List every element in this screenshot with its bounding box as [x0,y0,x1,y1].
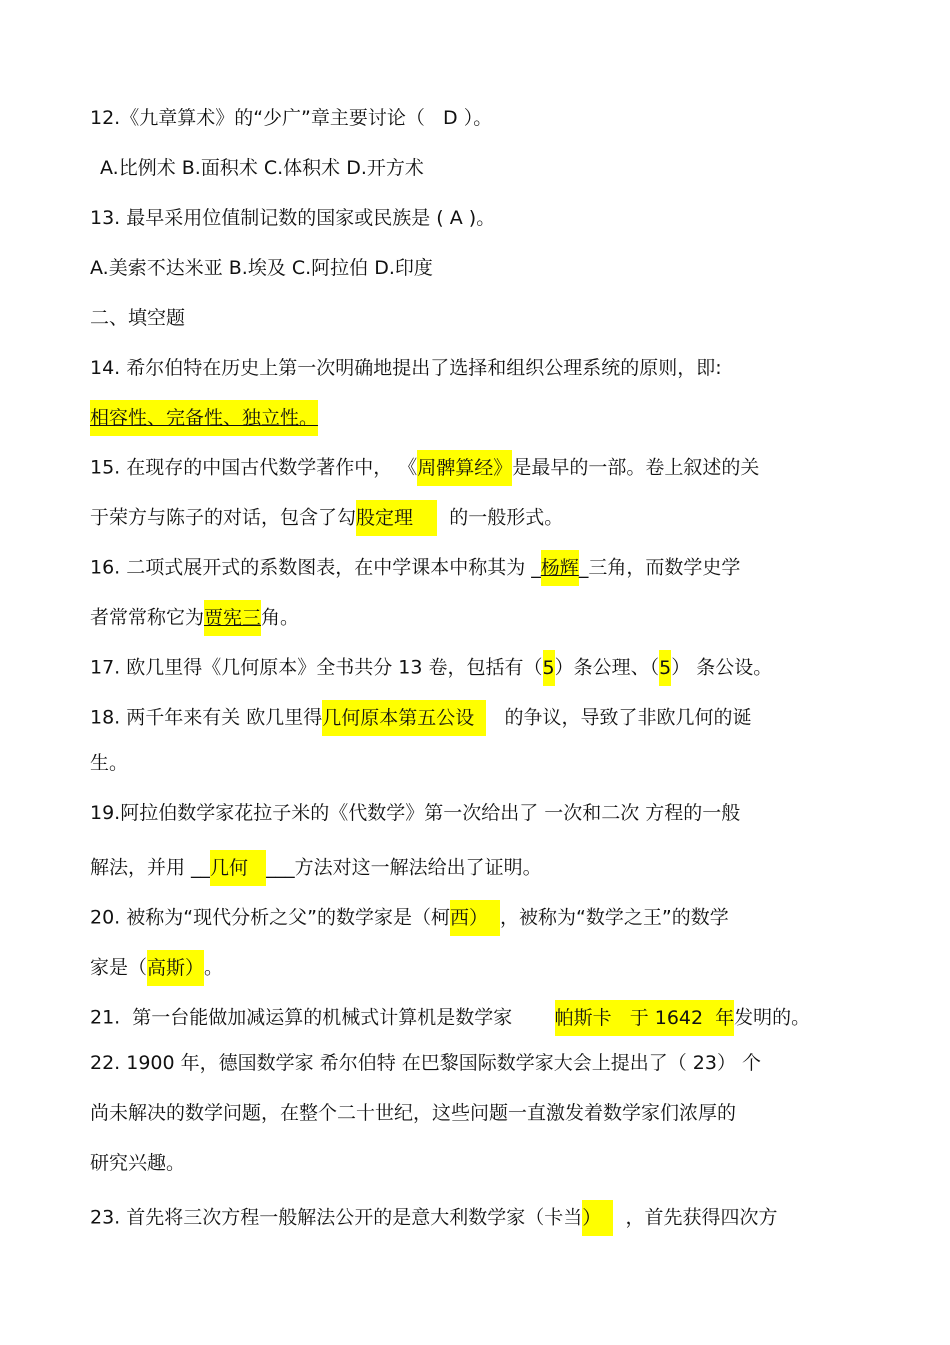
q20-line2 [90,950,223,986]
q12-line [90,105,492,131]
q17-line [90,650,772,686]
q19-line2 [90,850,542,886]
q15-line2 [90,500,563,536]
q16-line2 [90,600,299,636]
q19-text: 解法，并用 __ [90,856,211,879]
q23-text: 23. 首先将三次方程一般解法公开的是意大利数学家（卡当 [90,1206,583,1229]
q12-text-end: ）。 [457,107,493,129]
q19-text-2: ___方法对这一解法给出了证明。 [266,856,542,879]
q21-text-2: 发明的。 [734,1006,811,1029]
q23-text-2: ，首先获得四次方 [613,1206,778,1229]
q22-line1: 22. 1900 年，德国数学家 希尔伯特 在巴黎国际数学家大会上提出了（ 23） 个 [90,1052,761,1074]
q18-text: 18. 两千年来有关 欧几里得 [90,706,323,729]
q15-text: 15. 在现存的中国古代数学著作中， 《 [90,456,418,479]
q17-text-2: ）条公理、（ [554,656,660,679]
q21-line [90,1000,810,1036]
q13-line: 13. 最早采用位值制记数的国家或民族是 ( A )。 [90,207,496,229]
q17-answer-1: 5 [543,650,555,686]
q21-text: 21. 第一台能做加减运算的机械式计算机是数学家 [90,1006,555,1029]
q15-answer-1: 周髀算经》 [417,450,512,486]
q20-text: 20. 被称为“现代分析之父”的数学家是（柯 [90,906,450,929]
q17-text: 17. 欧几里得《几何原本》全书共分 13 卷，包括有（ [90,656,543,679]
q16-answer-2: 贾宪三 [204,600,261,636]
q23-line [90,1200,777,1236]
q20-answer-1: 西） [450,900,500,936]
q15-line1 [90,450,759,486]
q12-text: 12.《九章算术》的“少广”章主要讨论（ [90,107,425,129]
q17-answer-2: 5 [659,650,671,686]
q12-gap [425,107,443,129]
q16-text-2: _三角，而数学史学 [578,556,741,579]
q19-line1: 19.阿拉伯数学家花拉子米的《代数学》第一次给出了 一次和二次 方程的一般 [90,802,741,824]
q16-text-4: 角。 [261,606,300,629]
q15-text-4: 的一般形式。 [437,506,564,529]
q18-line2: 生。 [90,752,129,774]
q12-options: A.比例术 B.面积术 C.体积术 D.开方术 [100,157,424,179]
q14-line: 14. 希尔伯特在历史上第一次明确地提出了选择和组织公理系统的原则，即: [90,357,722,379]
q16-text-3: 者常常称它为 [90,606,205,629]
q21-answer: 帕斯卡 于 1642 年 [555,1000,735,1036]
q15-text-3: 于荣方与陈子的对话，包含了勾 [90,506,357,529]
q19-answer: 几何 [210,850,266,886]
q17-text-3: ） 条公设。 [671,656,773,679]
q23-answer: ） [582,1200,613,1236]
q16-text: 16. 二项式展开式的系数图表，在中学课本中称其为 _ [90,556,541,579]
q18-answer: 几何原本第五公设 [322,700,486,736]
q18-line1 [90,700,752,736]
section-heading: 二、填空题 [90,307,186,329]
q20-answer-2: 高斯） [147,950,204,986]
q14-answer: 相容性、完备性、独立性。 [90,400,318,436]
q15-answer-2: 股定理 [356,500,437,536]
q16-answer-1: 杨辉 [541,550,579,586]
q13-options: A.美索不达米亚 B.埃及 C.阿拉伯 D.印度 [90,257,433,279]
q20-text-3: 家是（ [90,956,148,979]
q18-text-2: 的争议，导致了非欧几何的诞 [486,706,752,729]
q12-answer: D [443,107,458,129]
q20-line1 [90,900,729,936]
q16-line1 [90,550,740,586]
q15-text-2: 是最早的一部。卷上叙述的关 [512,456,760,479]
q22-line3: 研究兴趣。 [90,1152,186,1174]
q14-answer-line [90,400,318,436]
q20-text-2: ，被称为“数学之王”的数学 [500,906,729,929]
q20-text-4: 。 [204,956,224,979]
q22-line2: 尚未解决的数学问题，在整个二十世纪，这些问题一直激发着数学家们浓厚的 [90,1102,737,1124]
